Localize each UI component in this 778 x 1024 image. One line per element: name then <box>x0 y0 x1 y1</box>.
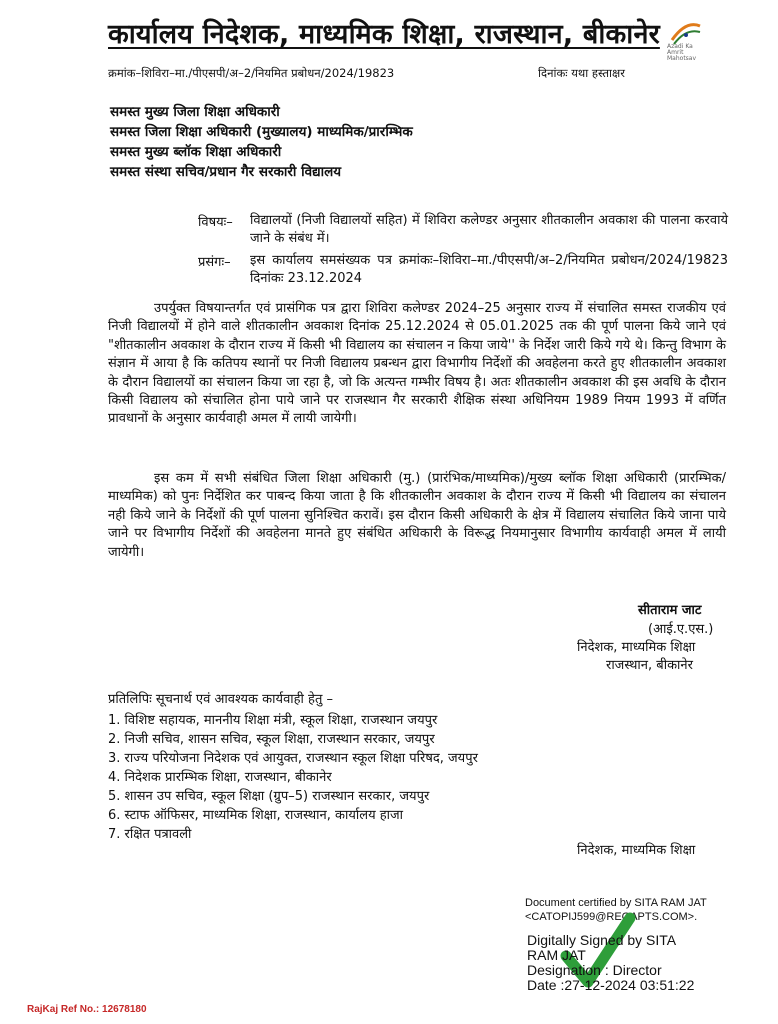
copy-heading: प्रतिलिपिः सूचनार्थ एवं आवश्यक कार्यवाही हेतु – <box>108 692 334 707</box>
subject-label: विषयः– <box>198 215 233 230</box>
copy-item-3: 3. राज्य परियोजना निदेशक एवं आयुक्त, राजस्थान स्कूल शिक्षा परिषद, जयपुर <box>108 751 478 766</box>
addressee-3: समस्त मुख्य ब्लॉक शिक्षा अधिकारी <box>110 144 282 160</box>
copy-item-6: 6. स्टाफ ऑफिसर, माध्यमिक शिक्षा, राजस्थान, कार्यालय हाजा <box>108 808 404 823</box>
signatory-service: (आई.ए.एस.) <box>648 622 714 637</box>
addressee-4: समस्त संस्था सचिव/प्रधान गैर सरकारी विद्यालय <box>110 164 342 180</box>
body-paragraph-2: इस कम में सभी संबंधित जिला शिक्षा अधिकारी (मु.) (प्रारंभिक/माध्यमिक)/मुख्य ब्लॉक शिक्षा अधिकारी (प्रारम्भिक/माध्यमिक) को पुनः निर्देशित कर पाबन्द किया जाता है कि शीतकालीन अवकाश के दौरान राज्य में किसी भी विद्यालय का संचालन नही किये जाने के निर्देशों की पूर्ण पालना सुनिश्चित करावें। इस दौरान किसी अधिकारी के क्षेत्र में विद्यालय संचालित किये जाना पाये जाने पर विभागीय निर्देशों की अवहेलना मानते हुए संबंधित अधिकारी के विरूद्ध नियमानुसार विभागीय कार्यवाही अमल में लायी जायेगी। <box>108 471 726 560</box>
copy-item-7: 7. रक्षित पत्रावली <box>108 827 192 842</box>
certificate-email: <CATOPIJ599@REGAPTS.COM>. <box>525 911 698 923</box>
copy-item-2: 2. निजी सचिव, शासन सचिव, स्कूल शिक्षा, राजस्थान सरकार, जयपुर <box>108 732 435 747</box>
signatory-designation: निदेशक, माध्यमिक शिक्षा <box>577 640 696 655</box>
digital-signed-line-2: RAM JAT <box>527 947 586 963</box>
office-title: कार्यालय निदेशक, माध्यमिक शिक्षा, राजस्थान, बीकानेर <box>108 19 660 50</box>
certificate-line-1: Document certified by SITA RAM JAT <box>525 897 707 909</box>
copy-item-5: 5. शासन उप सचिव, स्कूल शिक्षा (ग्रुप–5) राजस्थान सरकार, जयपुर <box>108 789 430 804</box>
signatory-name: सीताराम जाट <box>638 603 702 618</box>
digital-signed-date: Date :27-12-2024 03:51:22 <box>527 977 695 993</box>
digital-signature-block <box>527 933 694 993</box>
copy-item-4: 4. निदेशक प्रारम्भिक शिक्षा, राजस्थान, बीकानेर <box>108 770 332 785</box>
rajkaj-ref-number: RajKaj Ref No.: 12678180 <box>27 1004 147 1015</box>
letter-ref-number: क्रमांक–शिविरा–मा./पीएसपी/अ–2/नियमित प्रबोधन/2024/19823 <box>108 66 395 80</box>
digital-signed-designation: Designation : Director <box>527 962 662 978</box>
addressee-1: समस्त मुख्य जिला शिक्षा अधिकारी <box>110 104 280 120</box>
copy-item-1: 1. विशिष्ट सहायक, माननीय शिक्षा मंत्री, स्कूल शिक्षा, राजस्थान जयपुर <box>108 713 438 728</box>
reference-label: प्रसंगः– <box>198 255 231 270</box>
addressee-2: समस्त जिला शिक्षा अधिकारी (मुख्यालय) माध्यमिक/प्रारम्भिक <box>110 124 413 140</box>
digital-signed-line-1: Digitally Signed by SITA <box>527 932 677 948</box>
logo-caption: Azadi Ka Amrit Mahotsav <box>667 43 697 62</box>
reference-text: इस कार्यालय समसंख्यक पत्र क्रमांकः–शिविरा–मा./पीएसपी/अ–2/नियमित प्रबोधन/2024/19823 दिनांकः 23.12.2024 <box>250 253 728 286</box>
body-paragraph-1: उपर्युक्त विषयान्तर्गत एवं प्रासंगिक पत्र द्वारा शिविरा कलेण्डर 2024–25 अनुसार राज्य में संचालित समस्त राजकीय एवं निजी विद्यालयों में होने वाले शीतकालीन अवकाश दिनांक 25.12.2024 से 05.01.2025 तक की पूर्ण पालना किये जाने एवं "शीतकालीन अवकाश के दौरान राज्य में किसी भी विद्यालय का संचालन न किया जाये'' के निर्देश जारी किये गये थे। किन्तु विभाग के संज्ञान में आया है कि कतिपय स्थानों पर निजी विद्यालय प्रबन्धन द्वारा विभागीय निर्देशों की अवहेलना करते हुए शीतकालीन अवकाश के दौरान विद्यालयों का संचालन किया जा रहा है, जो कि अत्यन्त गम्भीर विषय है। अतः शीतकालीन अवकाश की इस अवधि के दौरान किसी विद्यालय को संचालित होना पाये जाने पर राजस्थान गैर सरकारी शैक्षिक संस्था अधिनियम 1989 नियम 1993 में वर्णित प्रावधानों के अनुसार कार्यवाही अमल में लायी जायेगी। <box>108 301 726 427</box>
letter-date: दिनांकः यथा हस्ताक्षर <box>538 66 625 80</box>
subject-text: विद्यालयों (निजी विद्यालयों सहित) में शिविरा कलेण्डर अनुसार शीतकालीन अवकाश की पालना करवाये जाने के संबंध में। <box>250 213 728 246</box>
copy-footer-designation: निदेशक, माध्यमिक शिक्षा <box>577 843 696 858</box>
signatory-location: राजस्थान, बीकानेर <box>606 658 693 673</box>
